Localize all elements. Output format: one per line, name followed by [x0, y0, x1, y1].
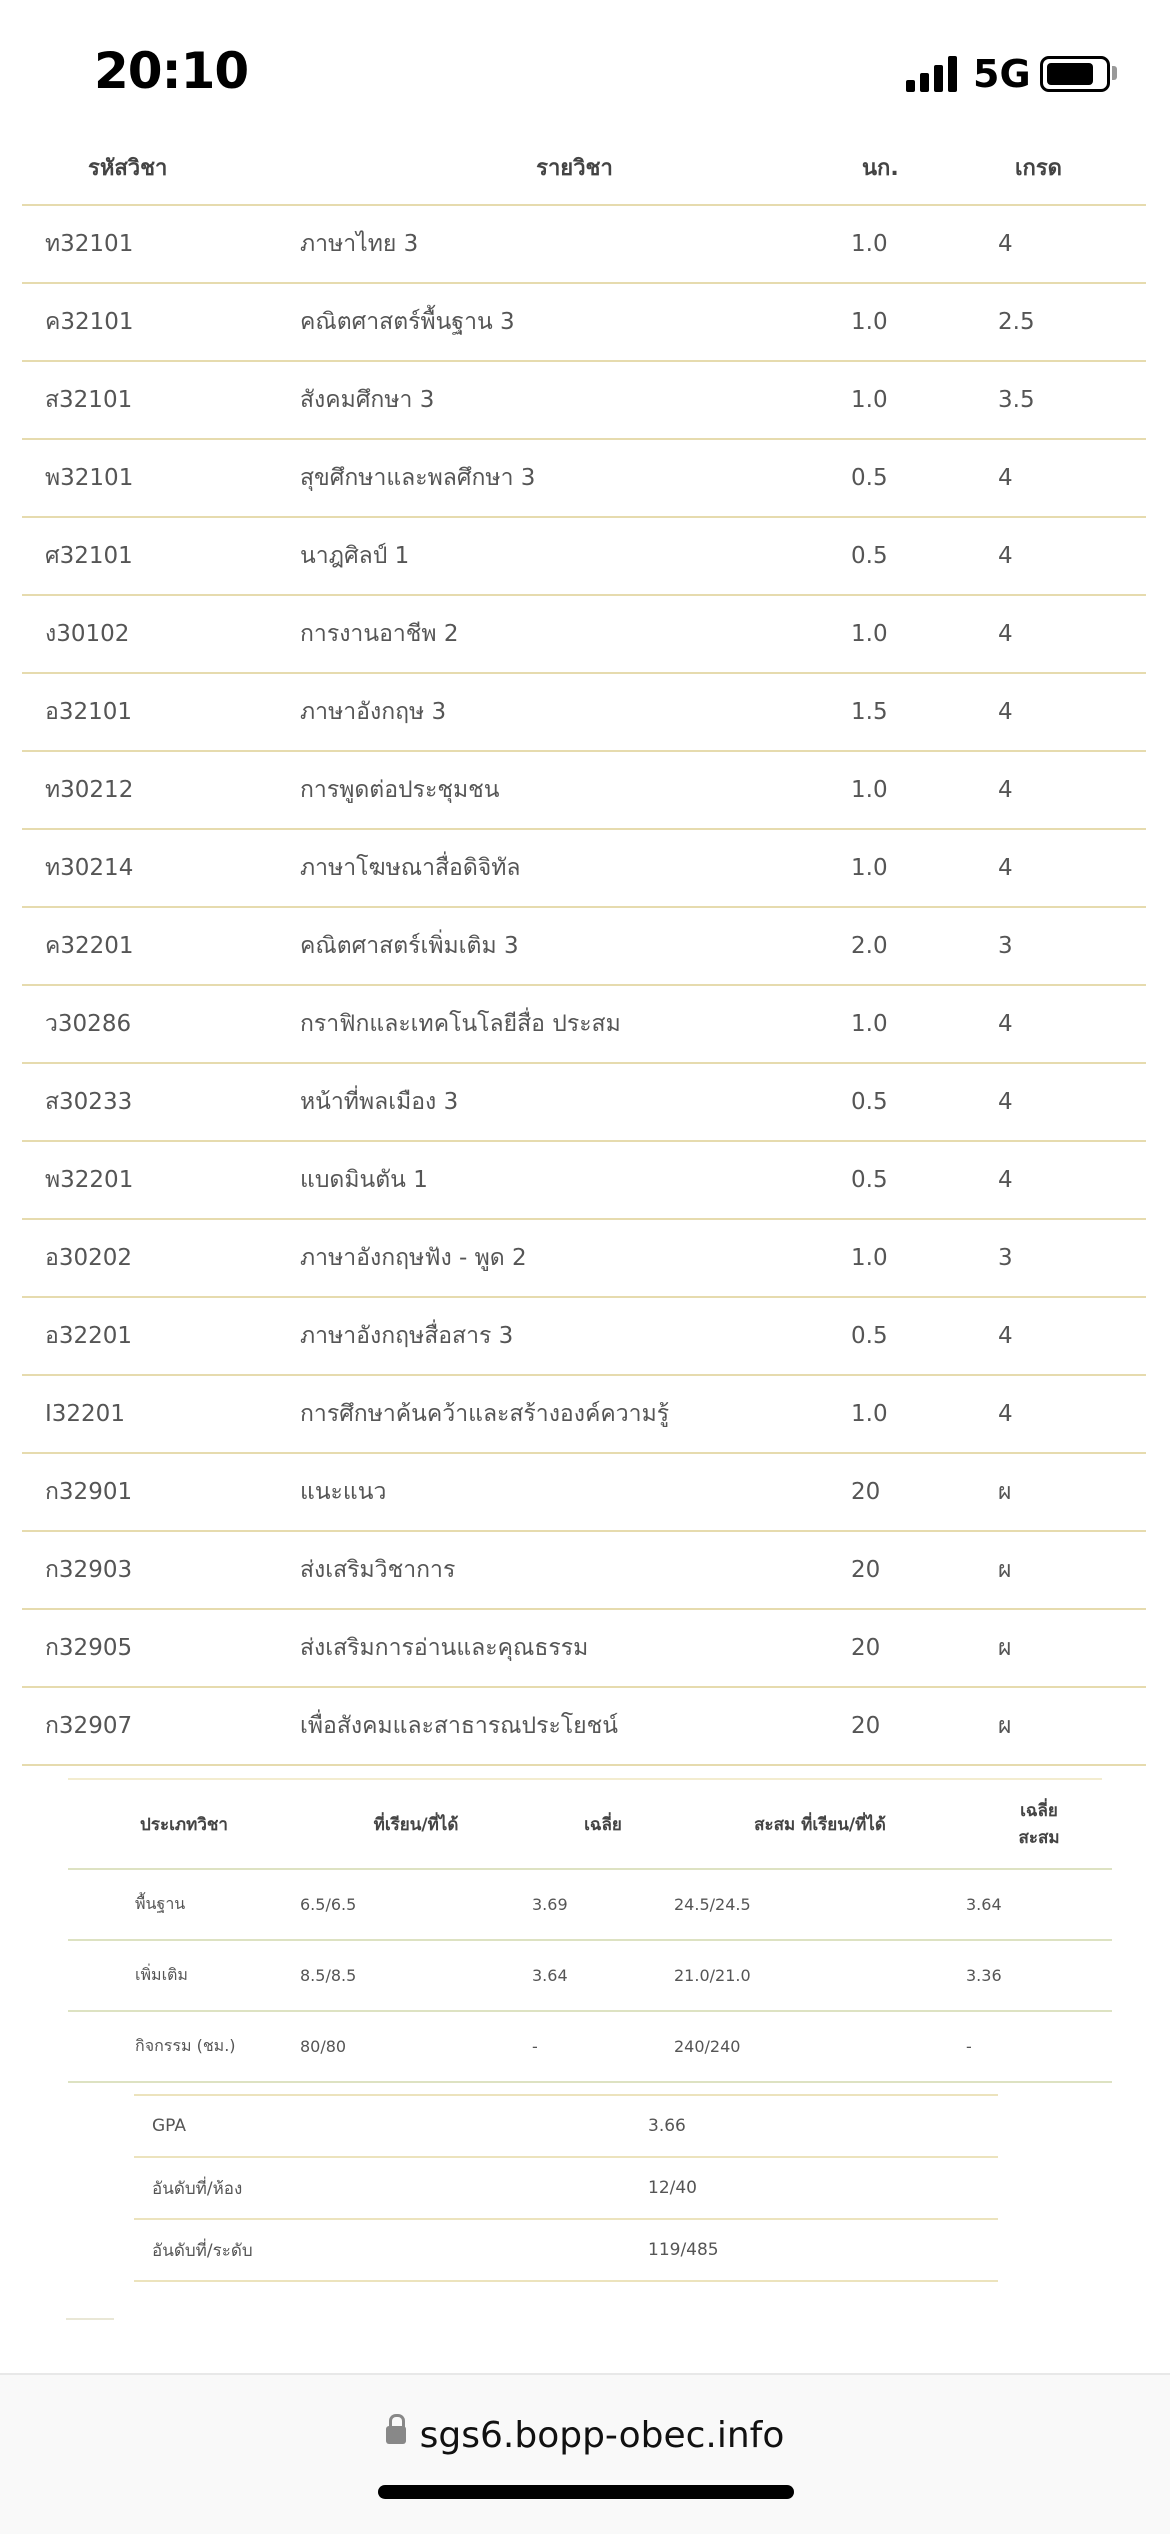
course-grade: 3	[993, 1219, 1146, 1297]
course-name: กราฟิกและเทคโนโลยีสื่อ ประสม	[299, 985, 850, 1063]
course-credit: 0.5	[850, 1141, 993, 1219]
table-row	[134, 2157, 998, 2219]
summary-cumulative: 24.5/24.5	[674, 1869, 966, 1940]
summary-cumulative-average: -	[966, 2011, 1112, 2082]
header-subject-type: ประเภทวิชา	[68, 1780, 300, 1869]
url-text: sgs6.bopp-obec.info	[419, 2415, 785, 2456]
table-row	[22, 1687, 1146, 1765]
table-row	[22, 985, 1146, 1063]
table-row	[22, 907, 1146, 985]
header-registered-earned: ที่เรียน/ที่ได้	[300, 1780, 532, 1869]
url-display[interactable]	[0, 2415, 1170, 2456]
table-row	[22, 205, 1146, 283]
class-rank-label: อันดับที่/ห้อง	[134, 2157, 647, 2219]
course-code: อ32101	[22, 673, 299, 751]
level-rank-label: อันดับที่/ระดับ	[134, 2219, 647, 2281]
course-credit: 0.5	[850, 1063, 993, 1141]
course-grade: 4	[993, 517, 1146, 595]
table-row	[22, 1453, 1146, 1531]
course-credit: 20	[850, 1687, 993, 1765]
table-row	[22, 361, 1146, 439]
table-row	[22, 1609, 1146, 1687]
header-cumulative-average	[966, 1780, 1112, 1869]
summary-type: เพิ่มเติม	[68, 1940, 300, 2011]
course-name: แนะแนว	[299, 1453, 850, 1531]
table-row	[22, 439, 1146, 517]
course-credit: 1.0	[850, 361, 993, 439]
table-row	[68, 1940, 1112, 2011]
header-cumulative: สะสม ที่เรียน/ที่ได้	[674, 1780, 966, 1869]
course-code: ศ32101	[22, 517, 299, 595]
course-name: ภาษาอังกฤษสื่อสาร 3	[299, 1297, 850, 1375]
gpa-table	[134, 2094, 998, 2282]
course-name: ส่งเสริมวิชาการ	[299, 1531, 850, 1609]
course-credit: 0.5	[850, 1297, 993, 1375]
status-bar	[0, 0, 1170, 140]
course-grade: ผ	[993, 1609, 1146, 1687]
summary-cumulative: 21.0/21.0	[674, 1940, 966, 2011]
course-name: การพูดต่อประชุมชน	[299, 751, 850, 829]
level-rank-value: 119/485	[647, 2219, 998, 2281]
summary-average: -	[532, 2011, 674, 2082]
summary-cumulative-average: 3.36	[966, 1940, 1112, 2011]
course-credit: 1.0	[850, 1375, 993, 1453]
summary-type: พื้นฐาน	[68, 1869, 300, 1940]
header-course-code: รหัสวิชา	[22, 130, 299, 205]
summary-header-row	[68, 1780, 1112, 1869]
table-row	[22, 1297, 1146, 1375]
course-code: ก32907	[22, 1687, 299, 1765]
header-cum-avg-line1: เฉลี่ย	[1020, 1801, 1058, 1821]
summary-table	[68, 1780, 1112, 2083]
course-grade: 4	[993, 1141, 1146, 1219]
table-row	[22, 595, 1146, 673]
course-name: ภาษาอังกฤษฟัง - พูด 2	[299, 1219, 850, 1297]
course-code: อ32201	[22, 1297, 299, 1375]
table-row	[22, 1531, 1146, 1609]
course-credit: 1.0	[850, 829, 993, 907]
table-row	[22, 1141, 1146, 1219]
courses-header-row	[22, 130, 1146, 205]
course-name: เพื่อสังคมและสาธารณประโยชน์	[299, 1687, 850, 1765]
course-code: ว30286	[22, 985, 299, 1063]
course-credit: 1.0	[850, 595, 993, 673]
course-grade: 4	[993, 205, 1146, 283]
course-name: สุขศึกษาและพลศึกษา 3	[299, 439, 850, 517]
header-cum-avg-line2: สะสม	[1018, 1828, 1060, 1848]
course-grade: 4	[993, 751, 1146, 829]
course-code: ส30233	[22, 1063, 299, 1141]
course-name: คณิตศาสตร์พื้นฐาน 3	[299, 283, 850, 361]
course-code: ก32903	[22, 1531, 299, 1609]
gpa-value: 3.66	[647, 2095, 998, 2157]
table-row	[22, 1219, 1146, 1297]
lock-icon	[386, 2426, 406, 2444]
course-name: การศึกษาค้นคว้าและสร้างองค์ความรู้	[299, 1375, 850, 1453]
table-row	[22, 751, 1146, 829]
cellular-signal-icon	[906, 56, 960, 92]
course-name: ภาษาอังกฤษ 3	[299, 673, 850, 751]
course-grade: 4	[993, 829, 1146, 907]
summary-type: กิจกรรม (ชม.)	[68, 2011, 300, 2082]
course-grade: 4	[993, 673, 1146, 751]
decorative-divider	[66, 2318, 114, 2320]
course-credit: 20	[850, 1531, 993, 1609]
table-row	[22, 517, 1146, 595]
course-name: หน้าที่พลเมือง 3	[299, 1063, 850, 1141]
course-credit: 20	[850, 1609, 993, 1687]
courses-table	[22, 130, 1146, 1766]
course-credit: 1.0	[850, 985, 993, 1063]
course-name: ภาษาไทย 3	[299, 205, 850, 283]
table-row	[22, 1375, 1146, 1453]
course-name: ภาษาโฆษณาสื่อดิจิทัล	[299, 829, 850, 907]
course-name: การงานอาชีพ 2	[299, 595, 850, 673]
course-code: ท30212	[22, 751, 299, 829]
header-credit: นก.	[850, 130, 993, 205]
course-name: คณิตศาสตร์เพิ่มเติม 3	[299, 907, 850, 985]
table-row	[22, 673, 1146, 751]
course-code: ง30102	[22, 595, 299, 673]
course-grade: 4	[993, 1063, 1146, 1141]
table-row	[68, 1869, 1112, 1940]
course-code: ส32101	[22, 361, 299, 439]
course-grade: 3	[993, 907, 1146, 985]
course-grade: 3.5	[993, 361, 1146, 439]
class-rank-value: 12/40	[647, 2157, 998, 2219]
course-grade: ผ	[993, 1531, 1146, 1609]
course-credit: 1.5	[850, 673, 993, 751]
summary-average: 3.64	[532, 1940, 674, 2011]
table-row	[22, 1063, 1146, 1141]
course-code: ค32101	[22, 283, 299, 361]
course-code: ท32101	[22, 205, 299, 283]
course-credit: 0.5	[850, 517, 993, 595]
course-credit: 0.5	[850, 439, 993, 517]
course-credit: 20	[850, 1453, 993, 1531]
summary-cumulative-average: 3.64	[966, 1869, 1112, 1940]
course-code: ท30214	[22, 829, 299, 907]
course-credit: 1.0	[850, 1219, 993, 1297]
table-row	[134, 2219, 998, 2281]
course-credit: 1.0	[850, 205, 993, 283]
course-credit: 2.0	[850, 907, 993, 985]
gpa-label: GPA	[134, 2095, 647, 2157]
course-grade: 4	[993, 985, 1146, 1063]
course-credit: 1.0	[850, 751, 993, 829]
course-code: อ30202	[22, 1219, 299, 1297]
course-grade: 4	[993, 1375, 1146, 1453]
home-indicator[interactable]	[378, 2485, 794, 2499]
course-grade: ผ	[993, 1687, 1146, 1765]
course-grade: 4	[993, 595, 1146, 673]
summary-registered: 8.5/8.5	[300, 1940, 532, 2011]
course-name: นาฎศิลป์ 1	[299, 517, 850, 595]
course-code: ก32901	[22, 1453, 299, 1531]
course-code: พ32101	[22, 439, 299, 517]
table-row	[68, 2011, 1112, 2082]
table-row	[134, 2095, 998, 2157]
course-grade: 2.5	[993, 283, 1146, 361]
summary-registered: 6.5/6.5	[300, 1869, 532, 1940]
browser-address-bar[interactable]	[0, 2373, 1170, 2534]
course-name: สังคมศึกษา 3	[299, 361, 850, 439]
course-grade: 4	[993, 439, 1146, 517]
header-average: เฉลี่ย	[532, 1780, 674, 1869]
table-row	[22, 283, 1146, 361]
course-grade: ผ	[993, 1453, 1146, 1531]
battery-cap	[1112, 66, 1117, 80]
table-row	[22, 829, 1146, 907]
header-course-name: รายวิชา	[299, 130, 850, 205]
summary-average: 3.69	[532, 1869, 674, 1940]
summary-cumulative: 240/240	[674, 2011, 966, 2082]
course-code: พ32201	[22, 1141, 299, 1219]
course-grade: 4	[993, 1297, 1146, 1375]
status-time: 20:10	[94, 42, 249, 100]
course-credit: 1.0	[850, 283, 993, 361]
course-name: ส่งเสริมการอ่านและคุณธรรม	[299, 1609, 850, 1687]
header-grade: เกรด	[993, 130, 1146, 205]
course-code: ก32905	[22, 1609, 299, 1687]
course-code: I32201	[22, 1375, 299, 1453]
summary-registered: 80/80	[300, 2011, 532, 2082]
battery-icon	[1040, 56, 1110, 92]
course-code: ค32201	[22, 907, 299, 985]
network-type: 5G	[973, 52, 1031, 96]
course-name: แบดมินตัน 1	[299, 1141, 850, 1219]
